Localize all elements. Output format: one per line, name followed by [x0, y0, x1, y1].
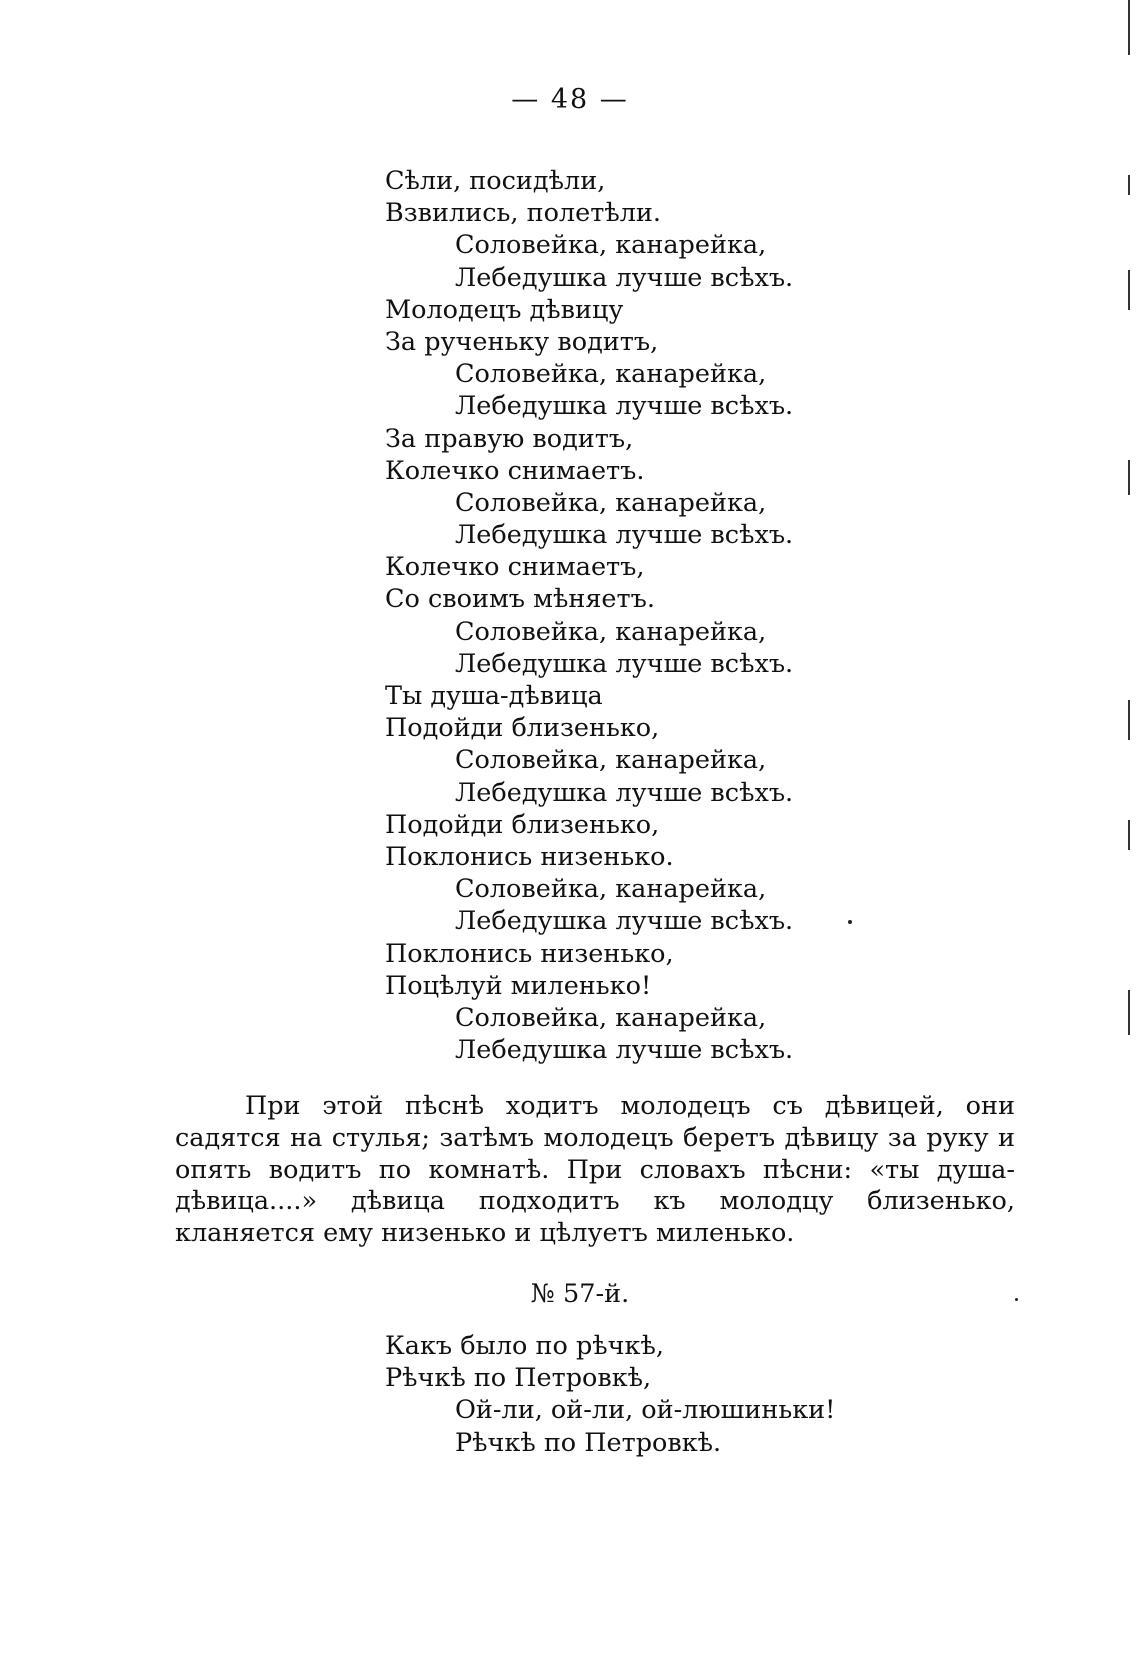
song-56-verse-line: Со своимъ мѣняетъ.: [385, 584, 655, 615]
song-56-verse-line: Соловейка, канарейка,: [455, 230, 767, 261]
song-57-verse-line: Рѣчкѣ по Петровкѣ.: [455, 1427, 722, 1458]
ink-speck: [1015, 1298, 1018, 1301]
song-56-verse-line: Поцѣлуй миленько!: [385, 970, 652, 1001]
song-57-verse-block: [385, 1330, 835, 1459]
scan-edge-mark: [1128, 990, 1130, 1035]
song-56-verse-line: Поклонись низенько,: [385, 938, 674, 969]
song-56-verse-line: Молодецъ дѣвицу: [385, 294, 624, 325]
song-56-verse-line: Лебедушка лучше всѣхъ.: [455, 906, 794, 937]
song-56-verse-line: Соловейка, канарейка,: [455, 745, 767, 776]
song-56-verse-line: Лебедушка лучше всѣхъ.: [455, 648, 794, 679]
song-57-verse-line: Какъ было по рѣчкѣ,: [385, 1331, 664, 1361]
song-56-verse-line: Подойди близенько,: [385, 809, 660, 840]
song-57-verse-line: Рѣчкѣ по Петровкѣ,: [385, 1363, 652, 1394]
song-56-verse-line: Лебедушка лучше всѣхъ.: [455, 1035, 794, 1066]
scan-edge-mark: [1128, 700, 1130, 740]
song-56-verse-line: Ты душа-дѣвица: [385, 681, 603, 711]
song-56-verse-line: Сѣли, посидѣли,: [385, 166, 606, 196]
song-56-verse-line: Соловейка, канарейка,: [455, 616, 767, 647]
song-56-verse-line: Лебедушка лучше всѣхъ.: [455, 391, 794, 422]
song-56-verse-line: Лебедушка лучше всѣхъ.: [455, 520, 794, 551]
song-56-description-paragraph: При этой пѣснѣ ходитъ молодецъ съ дѣвицей, они садятся на стулья; затѣмъ молодецъ беретъ дѣвицу за руку и опять водитъ по комнатѣ. При словахъ пѣсни: «ты душа-дѣвица....» дѣвица подходитъ къ молодцу близенько, кланяется ему низенько и цѣлуетъ миленько.: [175, 1091, 1015, 1249]
scan-edge-mark: [1128, 820, 1130, 850]
song-57-heading: № 57-й.: [530, 1279, 630, 1309]
song-56-verse-block: [385, 165, 793, 1066]
scan-edge-mark: [1128, 0, 1130, 55]
scan-edge-mark: [1128, 460, 1130, 495]
scan-edge-mark: [1128, 270, 1130, 310]
song-56-verse-line: Колечко снимаетъ.: [385, 455, 645, 486]
song-56-verse-line: Соловейка, канарейка,: [455, 359, 767, 390]
song-56-verse-line: Соловейка, канарейка,: [455, 874, 767, 905]
song-56-verse-line: Соловейка, канарейка,: [455, 487, 767, 518]
song-56-verse-line: Взвились, полетѣли.: [385, 198, 661, 229]
song-56-verse-line: Подойди близенько,: [385, 713, 660, 744]
scan-edge-mark: [1128, 175, 1130, 195]
song-57-verse-line: Ой-ли, ой-ли, ой-люшиньки!: [455, 1395, 836, 1426]
song-56-verse-line: За правую водитъ,: [385, 423, 634, 454]
song-56-verse-line: Соловейка, канарейка,: [455, 1002, 767, 1033]
song-56-verse-line: Лебедушка лучше всѣхъ.: [455, 262, 794, 293]
song-56-verse-line: Поклонись низенько.: [385, 841, 674, 872]
song-56-verse-line: Лебедушка лучше всѣхъ.: [455, 777, 794, 808]
ink-speck: [848, 920, 852, 924]
song-56-verse-line: Колечко снимаетъ,: [385, 552, 645, 583]
song-56-verse-line: За рученьку водитъ,: [385, 326, 659, 357]
page-number: — 48 —: [511, 84, 629, 115]
